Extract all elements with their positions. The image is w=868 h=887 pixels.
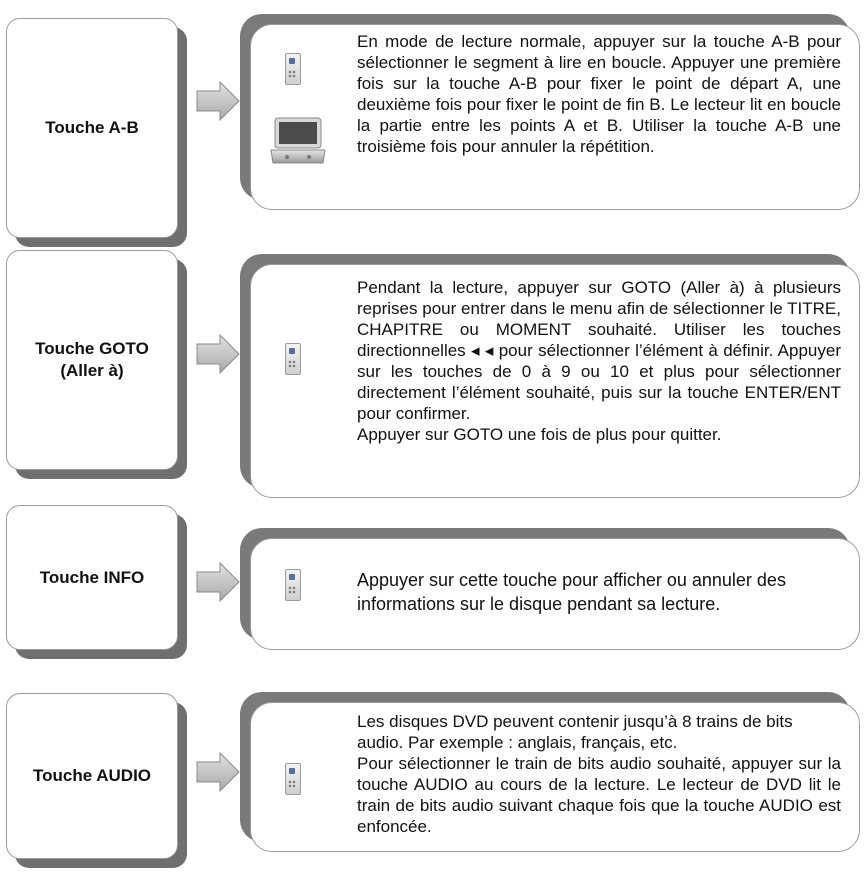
paragraph: Pendant la lecture, appuyer sur GOTO (Aller à) à plusieurs reprises pour entrer dans le menu afin de sélectionner le TITRE, CHAPITRE ou MOMENT souhaité. Utiliser les touches directionnelles ◂ ◂ pour sélectionner l’élément à définir. Appuyer sur les touches de 0 à 9 ou 10 et plus pour sélectionner directement l’élément souhaité, puis sur la touche ENTER/ENT pour confirmer. bbox=[357, 278, 841, 423]
label-box-info bbox=[6, 505, 178, 650]
label-info: Touche INFO bbox=[39, 567, 145, 587]
arrow-right-icon bbox=[196, 334, 240, 374]
label-box-ab bbox=[6, 18, 178, 238]
paragraph: En mode de lecture normale, appuyer sur la touche A-B pour sélectionner le segment à lire en boucle. Appuyer une première fois sur la touche A-B pour fixer le point de départ A, une deuxième fois pour fixer le point de fin B. Le lecteur lit en boucle la partie entre les points A et B. Utiliser la touche A-B une troisième fois pour annuler la répétition. bbox=[357, 32, 841, 156]
content-box-info bbox=[250, 538, 860, 650]
content-text-info bbox=[357, 568, 841, 616]
label-ab: Touche A-B bbox=[45, 118, 139, 137]
content-box-audio bbox=[250, 702, 860, 852]
paragraph: Appuyer sur GOTO une fois de plus pour quitter. bbox=[357, 425, 722, 444]
content-text-ab bbox=[357, 31, 841, 157]
content-box-ab bbox=[250, 24, 860, 210]
label-goto: Touche GOTO (Aller à) bbox=[35, 339, 149, 380]
arrow-right-icon bbox=[196, 562, 240, 602]
remote-control-icon bbox=[285, 763, 301, 795]
paragraph: Appuyer sur cette touche pour afficher ou annuler des informations sur le disque pendant sa lecture. bbox=[357, 570, 786, 614]
remote-control-icon bbox=[285, 53, 301, 85]
remote-control-icon bbox=[285, 343, 301, 375]
portable-dvd-player-icon bbox=[269, 117, 327, 165]
arrow-right-icon bbox=[196, 752, 240, 792]
remote-control-icon bbox=[285, 569, 301, 601]
label-box-goto bbox=[6, 250, 178, 470]
content-box-goto bbox=[250, 264, 860, 498]
label-box-audio bbox=[6, 693, 178, 859]
paragraph: Pour sélectionner le train de bits audio souhaité, appuyer sur la touche AUDIO au cours de la lecture. Le lecteur de DVD lit le train de bits audio suivant chaque fois que la touche AUDIO est enfoncée. bbox=[357, 754, 841, 836]
content-text-audio bbox=[357, 711, 841, 849]
content-text-goto bbox=[357, 277, 841, 445]
arrow-right-icon bbox=[196, 81, 240, 121]
paragraph: Les disques DVD peuvent contenir jusqu’à 8 trains de bits audio. Par exemple : anglais, français, etc. bbox=[357, 712, 793, 752]
label-audio: Touche AUDIO bbox=[32, 766, 152, 785]
